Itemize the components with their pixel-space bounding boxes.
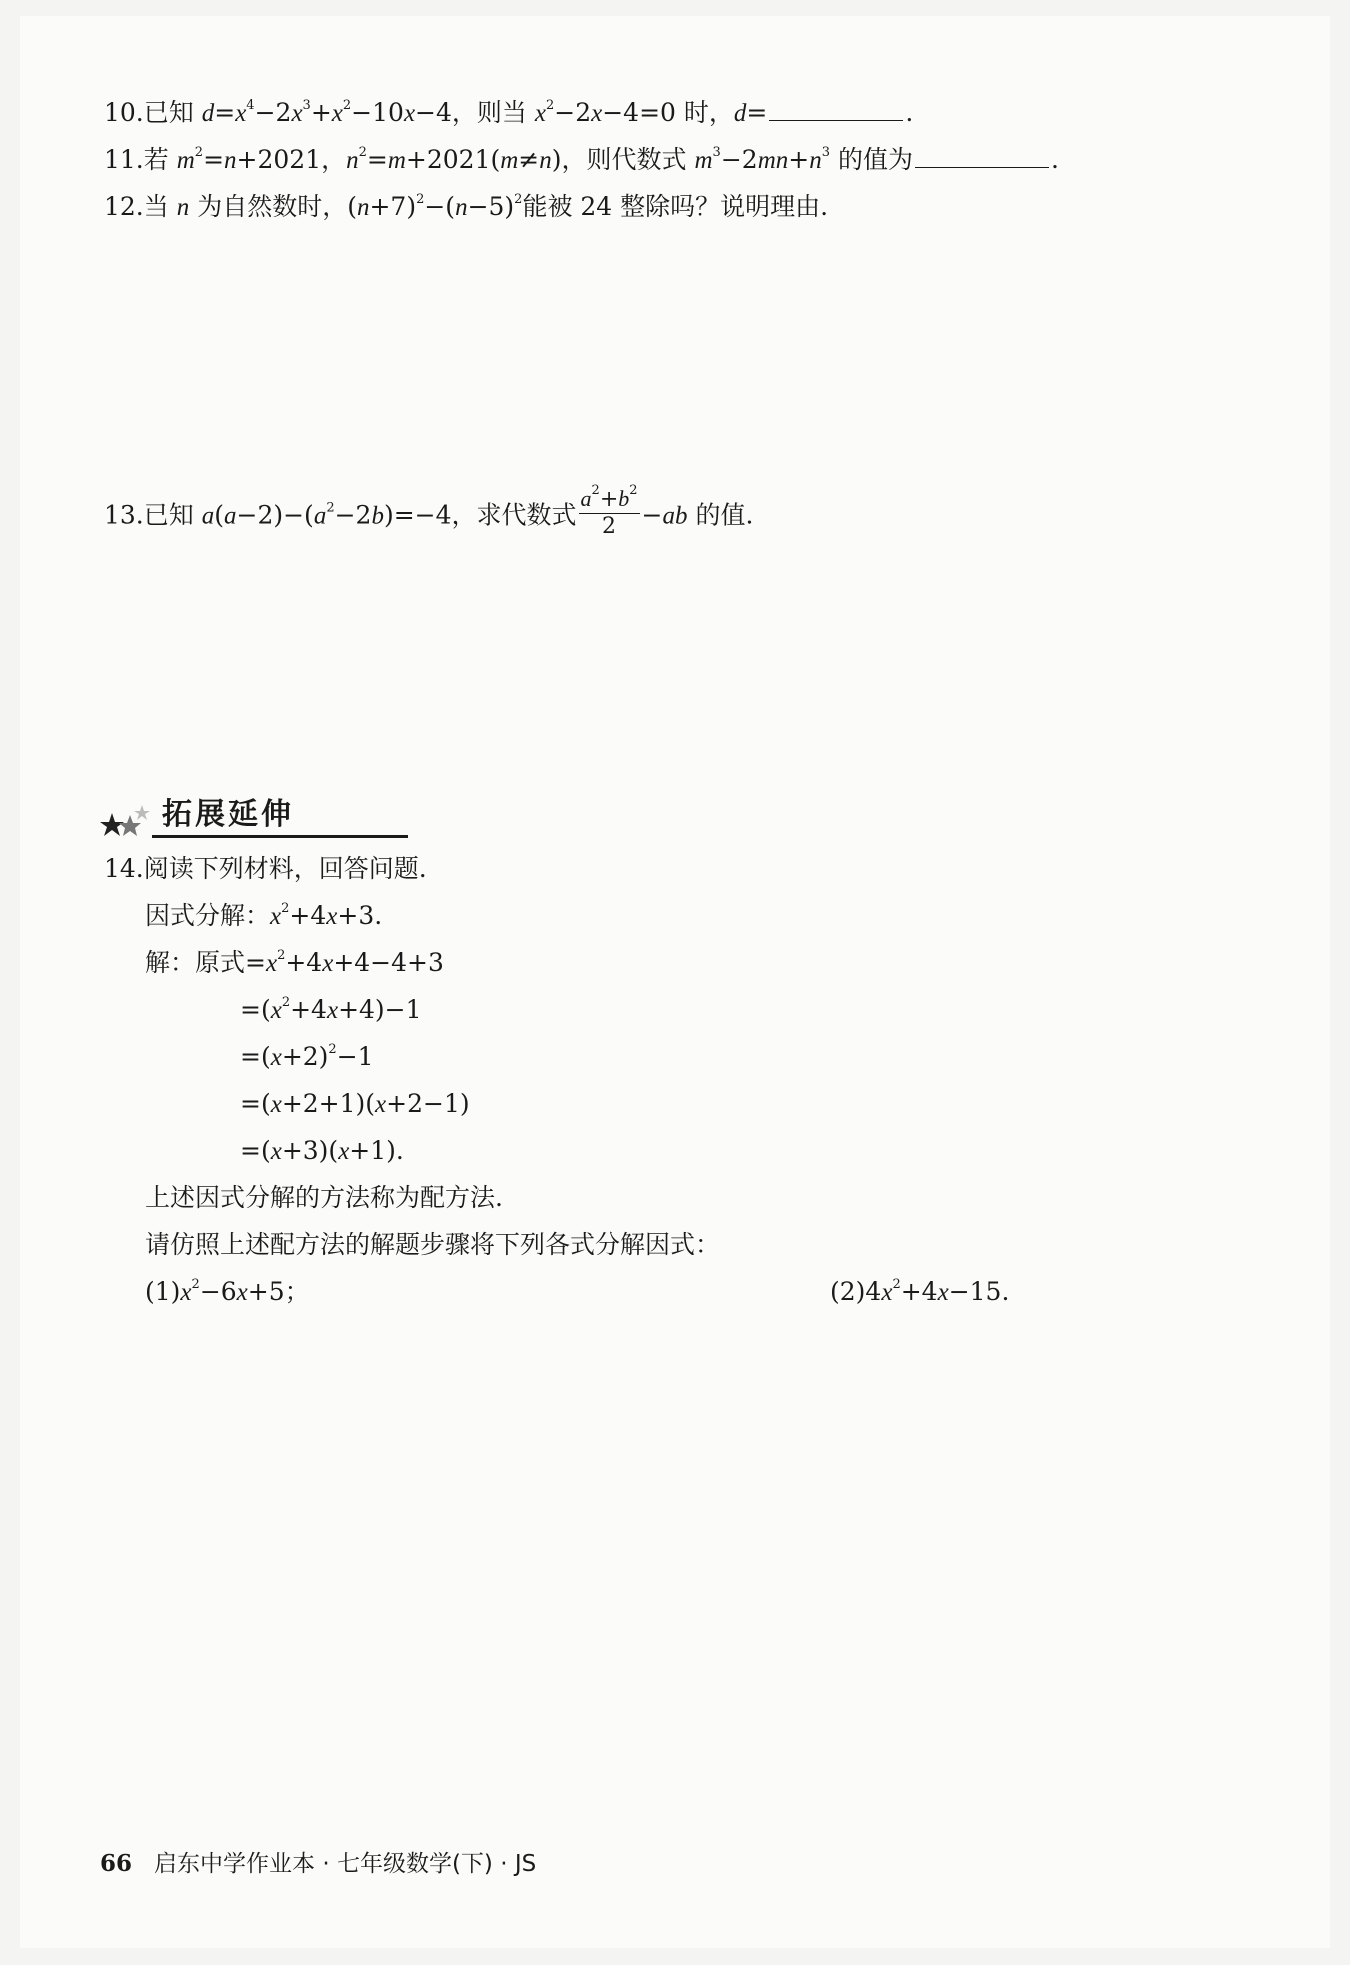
solution-step-3: $=(x+2)^2-1$ (240, 1042, 374, 1071)
question-12: 12.当 n 为自然数时，$(n+7)^2-(n-5)^2$能被 24 整除吗？说明理由. (104, 192, 829, 221)
page-number: 66 (100, 1850, 133, 1877)
task-instruction: 请仿照上述配方法的解题步骤将下列各式分解因式： (145, 1230, 721, 1259)
question-13: 13.已知 $a(a-2)-(a^2-2b)=-4$，求代数式 $\frac{a^2+b^2}{2}$ −ab 的值. (104, 483, 754, 539)
question-number: 11. (104, 145, 144, 174)
sub-question-1: $(1)x^2-6x+5$； (145, 1277, 310, 1306)
book-title: 启东中学作业本 · 七年级数学(下) · JS (154, 1851, 537, 1877)
sub-questions (145, 1275, 1145, 1310)
question-number: 12. (104, 192, 144, 221)
question-11: 11.若 $m^2=n+2021$，$n^2=m+2021(m\ne n)$，则代数式 $m^3-2mn+n^3$ 的值为 . (104, 145, 1059, 174)
page-footer (100, 1845, 536, 1878)
solution-step-4: =(x+2+1)(x+2−1) (240, 1089, 470, 1118)
worksheet-page (20, 16, 1330, 1948)
answer-blank[interactable] (769, 96, 903, 121)
sub-question-2: $(2)4x^2+4x-15$. (830, 1277, 1010, 1306)
section-title: 拓展延伸 (162, 797, 294, 832)
question-number: 13. (104, 500, 144, 530)
question-number: 14. (104, 854, 144, 883)
section-header (100, 795, 310, 837)
question-number: 10. (104, 98, 144, 127)
section-underline (152, 835, 408, 838)
answer-blank[interactable] (915, 143, 1049, 168)
solution-step-1: 解：原式$=x^2+4x+4-4+3$ (145, 948, 444, 977)
fraction: $\frac{a^2+b^2}{2}$ (580, 483, 638, 539)
factor-problem: 因式分解：$x^2+4x+3$. (145, 901, 383, 930)
method-note: 上述因式分解的方法称为配方法. (145, 1183, 503, 1212)
solution-step-2: $=(x^2+4x+4)-1$ (240, 995, 422, 1024)
question-14-intro: 14.阅读下列材料，回答问题. (104, 854, 427, 883)
question-10: 10.已知 $d=x^4-2x^3+x^2-10x-4$，则当 $x^2-2x-4=0$ 时，d= . (104, 98, 914, 127)
solution-step-5: =(x+3)(x+1). (240, 1136, 404, 1165)
stars-icon (100, 801, 150, 837)
